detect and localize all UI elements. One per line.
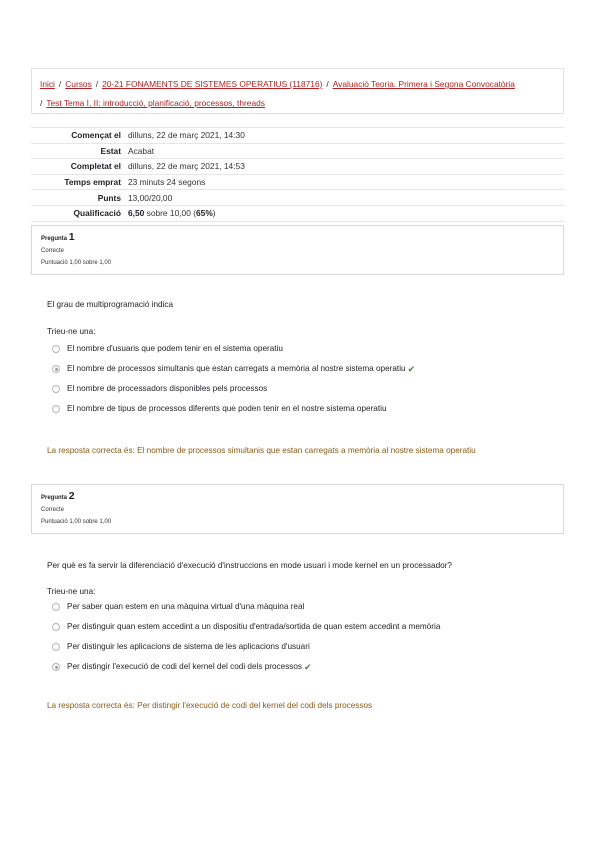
- question-prefix: Pregunta: [41, 495, 68, 501]
- breadcrumb: [31, 68, 564, 114]
- summary-row-state: [31, 143, 564, 159]
- correct-answer-feedback-1: La resposta correcta és: El nombre de processos simultanis que estan carregats a memòria al nostre sistema operatiu: [47, 446, 476, 455]
- question-info-2: [31, 484, 564, 534]
- question-status: Correcte: [41, 507, 65, 513]
- question-prefix: Pregunta: [41, 236, 68, 242]
- checkmark-icon: ✔: [407, 364, 416, 374]
- breadcrumb-link-course[interactable]: 20-21 FONAMENTS DE SISTEMES OPERATIUS (118716): [102, 79, 323, 89]
- summary-label: Punts: [97, 192, 121, 203]
- answer-label: El nombre de tipus de processos diferents que poden tenir en el nostre sistema operatiu: [67, 404, 387, 413]
- summary-value: Acabat: [128, 145, 155, 156]
- summary-row-time-taken: [31, 174, 564, 190]
- breadcrumb-separator: /: [40, 98, 43, 108]
- radio-button[interactable]: [52, 643, 60, 651]
- answer-option[interactable]: [52, 617, 440, 637]
- summary-value: dilluns, 22 de març 2021, 14:30: [128, 130, 245, 141]
- breadcrumb-link-cursos[interactable]: Cursos: [65, 79, 92, 89]
- answer-label: Per saber quan estem en una màquina virtual d'una màquina real: [67, 602, 305, 611]
- radio-button[interactable]: [52, 623, 60, 631]
- breadcrumb-separator: /: [58, 79, 62, 89]
- breadcrumb-link-inici[interactable]: Inici: [40, 79, 55, 89]
- answer-option-selected[interactable]: [52, 359, 415, 379]
- answer-label: El nombre d'usuaris que podem tenir en el sistema operatiu: [67, 344, 283, 353]
- question-text-2: Per què es fa servir la diferenciació d'execució d'instruccions en mode usuari i mode kernel en un processador?: [47, 561, 452, 570]
- answer-option[interactable]: [52, 339, 415, 359]
- question-number-value: 1: [68, 231, 75, 243]
- summary-row-grade: [31, 205, 564, 221]
- question-text-1: El grau de multiprogramació indica: [47, 300, 174, 309]
- question-number: [41, 231, 554, 245]
- summary-value: 13,00/20,00: [128, 192, 173, 203]
- question-score: Puntuació 1,00 sobre 1,00: [41, 260, 112, 266]
- summary-label: Estat: [100, 145, 121, 156]
- attempt-summary-table: [31, 127, 564, 222]
- answer-label: El nombre de processos simultanis que estan carregats a memòria al nostre sistema operatiu: [67, 364, 406, 373]
- summary-value: 23 minuts 24 segons: [128, 177, 206, 188]
- radio-button[interactable]: [52, 385, 60, 393]
- question-number: [41, 490, 554, 504]
- summary-row-marks: [31, 190, 564, 206]
- answer-option[interactable]: [52, 379, 415, 399]
- summary-row-completed: [31, 159, 564, 175]
- summary-row-started: [31, 128, 564, 144]
- radio-button[interactable]: [52, 345, 60, 353]
- answer-options-2: [52, 597, 440, 677]
- summary-label: Completat el: [70, 161, 121, 172]
- answer-label: Per distingir l'execució de codi del kernel del codi dels processos: [67, 662, 303, 671]
- radio-button[interactable]: [52, 603, 60, 611]
- answer-label: Per distinguir les aplicacions de sistema de les aplicacions d'usuari: [67, 642, 310, 651]
- summary-label: Temps emprat: [64, 177, 121, 188]
- grade-out-of: sobre 10,00 (: [144, 208, 196, 219]
- grade-percent: 65%: [196, 208, 213, 219]
- summary-label: Començat el: [71, 130, 121, 141]
- breadcrumb-link-quiz[interactable]: Test Tema I, II: introducció, planificació, processos, threads: [46, 98, 265, 108]
- question-status: Correcte: [41, 248, 65, 254]
- grade-value: 6,50: [128, 208, 145, 219]
- radio-button-checked[interactable]: [52, 365, 60, 373]
- breadcrumb-separator: /: [326, 79, 329, 89]
- question-number-value: 2: [68, 490, 75, 502]
- answer-label: Per distinguir quan estem accedint a un dispositiu d'entrada/sortida de quan estem accedint a memòria: [67, 622, 441, 631]
- choose-one-label: Trieu-ne una:: [47, 587, 96, 596]
- breadcrumb-separator: /: [95, 79, 99, 89]
- summary-value: [125, 205, 564, 221]
- grade-close: ): [212, 208, 216, 219]
- answer-option-selected[interactable]: [52, 657, 440, 677]
- summary-value: dilluns, 22 de març 2021, 14:53: [128, 161, 245, 172]
- checkmark-icon: ✔: [304, 662, 312, 672]
- summary-label: Qualificació: [73, 208, 121, 219]
- question-score: Puntuació 1,00 sobre 1,00: [41, 519, 112, 525]
- answer-option[interactable]: [52, 597, 440, 617]
- correct-answer-feedback-2: La resposta correcta és: Per distingir l'execució de codi del kernel del codi dels processos: [47, 701, 373, 710]
- breadcrumb-link-section[interactable]: Avaluació Teoria. Primera i Segona Convocatòria: [332, 79, 515, 89]
- answer-option[interactable]: [52, 399, 415, 419]
- radio-button[interactable]: [52, 405, 60, 413]
- choose-one-label: Trieu-ne una:: [47, 327, 96, 336]
- answer-options-1: [52, 339, 415, 419]
- answer-option[interactable]: [52, 637, 440, 657]
- radio-button-checked[interactable]: [52, 663, 60, 671]
- question-info-1: [31, 225, 564, 275]
- answer-label: El nombre de processadors disponibles pels processos: [67, 384, 268, 393]
